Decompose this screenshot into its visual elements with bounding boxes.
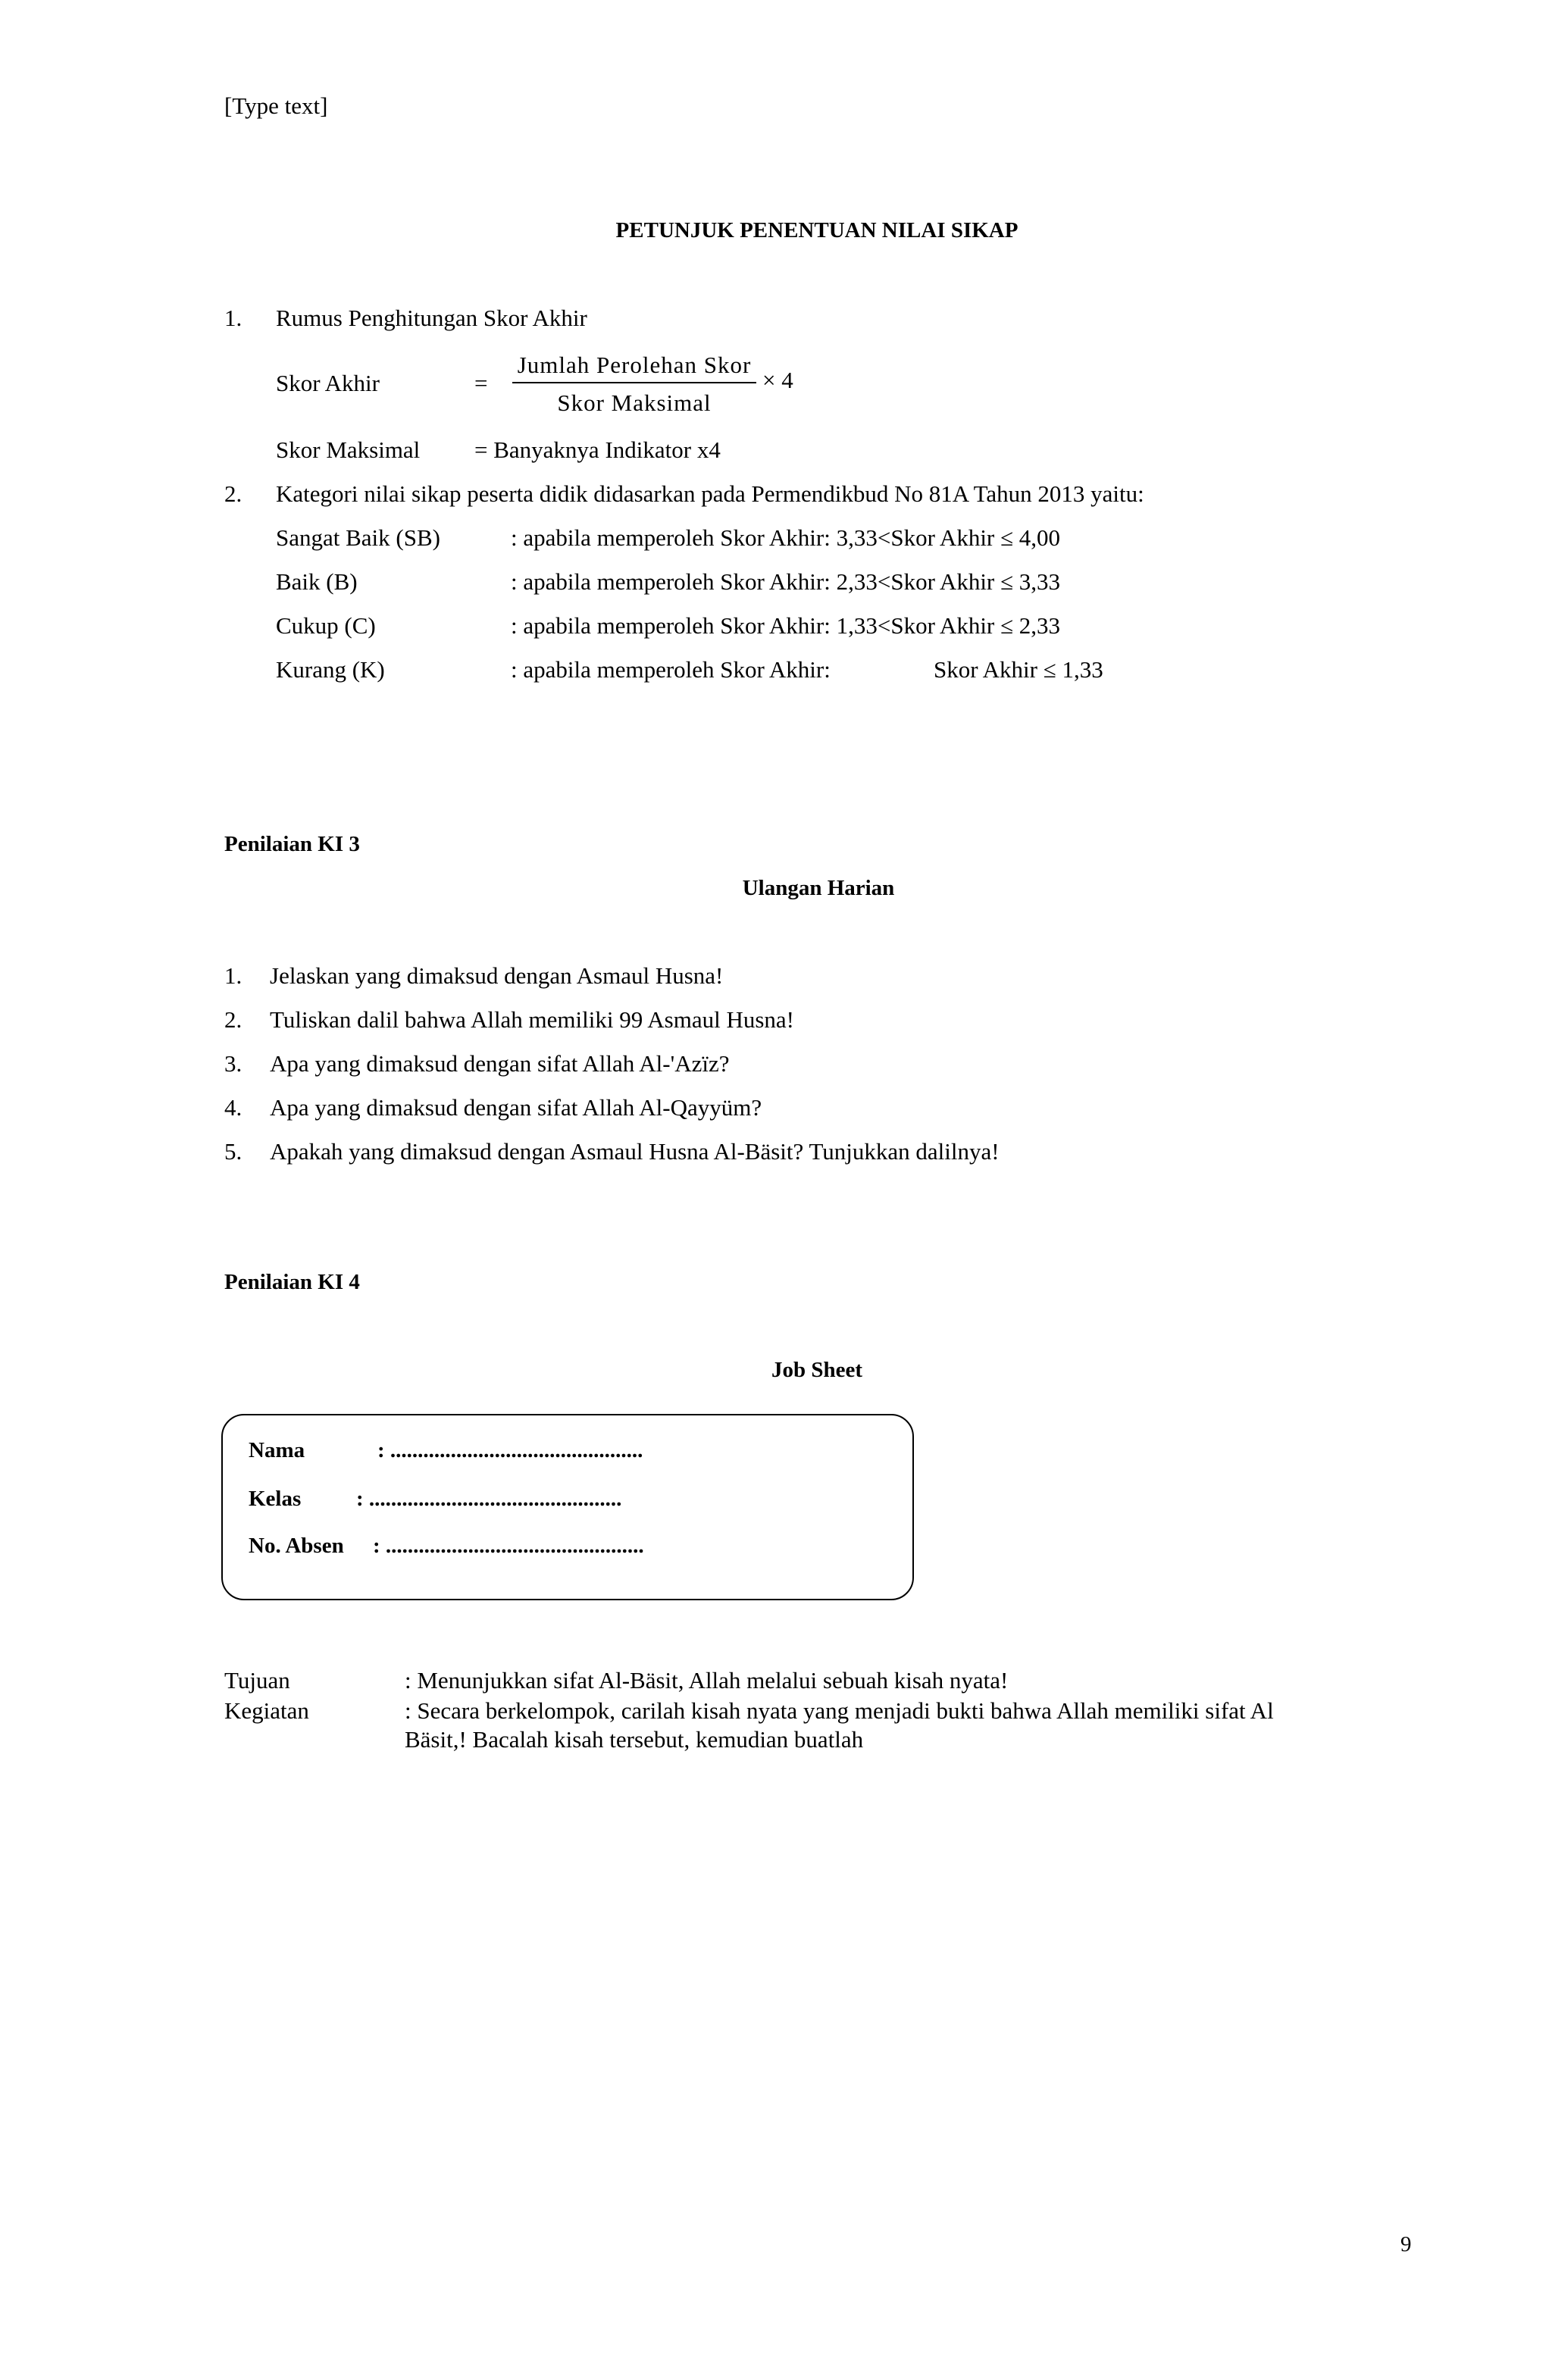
- kegiatan-text-line1: : Secara berkelompok, carilah kisah nyata yang menjadi bukti bahwa Allah memiliki sifat Al: [405, 1697, 1274, 1724]
- kegiatan-text-line2: Bäsit,! Bacalah kisah tersebut, kemudian buatlah: [405, 1726, 864, 1753]
- page-number: 9: [1400, 2232, 1412, 2256]
- tujuan-text: : Menunjukkan sifat Al-Bäsit, Allah melalui sebuah kisah nyata!: [405, 1667, 1009, 1694]
- ki3-heading: Penilaian KI 3: [224, 832, 360, 856]
- category-rule-tail: Skor Akhir ≤ 1,33: [934, 656, 1103, 683]
- nama-field: : ..............................................: [377, 1438, 643, 1462]
- ki4-subtitle: Job Sheet: [771, 1358, 863, 1382]
- formula-denominator: Skor Maksimal: [557, 389, 712, 416]
- sikap-item1-number: 1.: [224, 305, 242, 331]
- sikap-item2-label: Kategori nilai sikap peserta didik didasarkan pada Permendikbud No 81A Tahun 2013 yaitu:: [276, 480, 1144, 507]
- sikap-title: PETUNJUK PENENTUAN NILAI SIKAP: [615, 218, 1018, 242]
- question-text: Apa yang dimaksud dengan sifat Allah Al-'Azïz?: [270, 1050, 730, 1077]
- question-text: Tuliskan dalil bahwa Allah memiliki 99 Asmaul Husna!: [270, 1006, 795, 1033]
- ki4-heading: Penilaian KI 4: [224, 1270, 360, 1294]
- question-number: 2.: [224, 1006, 242, 1033]
- page-header: [Type text]: [224, 92, 328, 119]
- category-rule: : apabila memperoleh Skor Akhir: 1,33<Skor Akhir ≤ 2,33: [511, 612, 1061, 639]
- formula-lhs: Skor Akhir: [276, 370, 380, 396]
- tujuan-label: Tujuan: [224, 1667, 290, 1694]
- absen-label: No. Absen: [249, 1534, 344, 1558]
- question-number: 3.: [224, 1050, 242, 1077]
- sikap-item1-label: Rumus Penghitungan Skor Akhir: [276, 305, 587, 331]
- question-text: Jelaskan yang dimaksud dengan Asmaul Husna!: [270, 962, 724, 989]
- category-name: Cukup (C): [276, 612, 376, 639]
- question-number: 1.: [224, 962, 242, 989]
- nama-label: Nama: [249, 1438, 305, 1462]
- ki3-subtitle: Ulangan Harian: [742, 876, 895, 900]
- category-name: Baik (B): [276, 568, 358, 595]
- category-name: Kurang (K): [276, 656, 385, 683]
- question-number: 5.: [224, 1138, 242, 1165]
- max-score-lhs: Skor Maksimal: [276, 436, 421, 463]
- max-score-rhs: = Banyaknya Indikator x4: [474, 436, 721, 463]
- kelas-label: Kelas: [249, 1487, 302, 1511]
- question-number: 4.: [224, 1094, 242, 1121]
- kelas-field: : ..............................................: [356, 1487, 622, 1511]
- sikap-item2-number: 2.: [224, 480, 242, 507]
- category-rule: : apabila memperoleh Skor Akhir: 3,33<Skor Akhir ≤ 4,00: [511, 524, 1061, 551]
- student-identity-box: [221, 1414, 914, 1600]
- formula-equals: =: [474, 370, 488, 396]
- formula-numerator: Jumlah Perolehan Skor: [517, 352, 752, 378]
- question-text: Apa yang dimaksud dengan sifat Allah Al-Qayyüm?: [270, 1094, 762, 1121]
- category-name: Sangat Baik (SB): [276, 524, 440, 551]
- category-rule: : apabila memperoleh Skor Akhir:: [511, 656, 831, 683]
- formula-multiplier: × 4: [762, 367, 793, 393]
- category-rule: : apabila memperoleh Skor Akhir: 2,33<Skor Akhir ≤ 3,33: [511, 568, 1061, 595]
- question-text: Apakah yang dimaksud dengan Asmaul Husna Al-Bäsit? Tunjukkan dalilnya!: [270, 1138, 1000, 1165]
- fraction-bar: [512, 382, 756, 383]
- kegiatan-label: Kegiatan: [224, 1697, 309, 1724]
- absen-field: : ...............................................: [373, 1534, 644, 1558]
